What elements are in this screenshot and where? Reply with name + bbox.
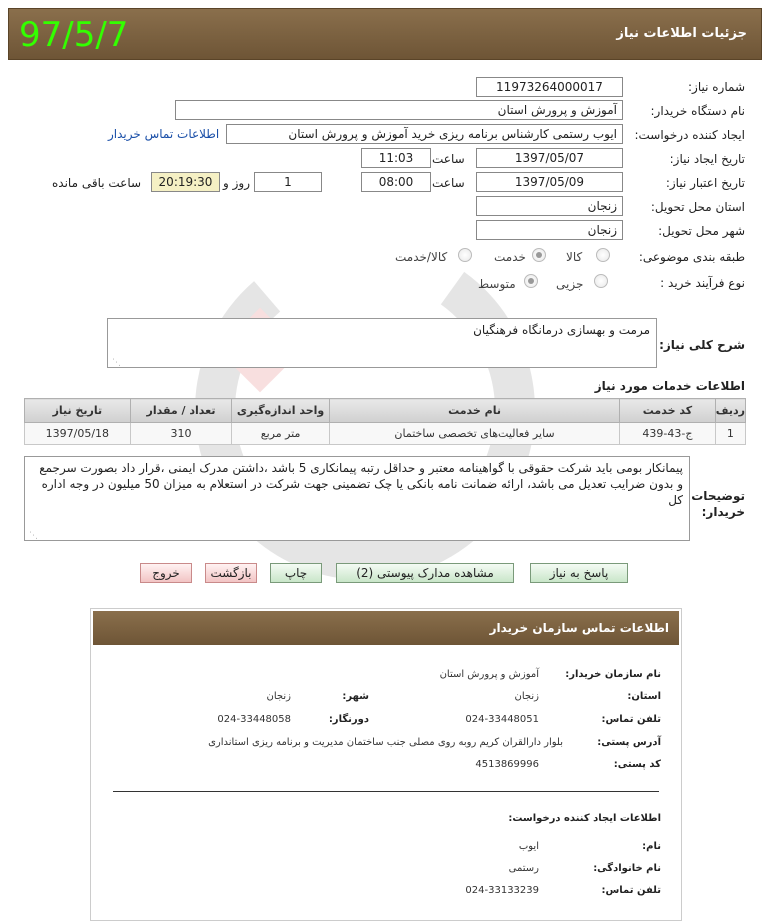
days-label: روز و [223,176,250,190]
resize-grip-icon: ⋰ [29,531,38,541]
page-header [8,8,762,60]
contact-city-label: شهر: [342,691,369,702]
category-service-label: خدمت [494,250,526,264]
buyer-notes-label-1: توضیحات [691,489,745,503]
page-title: جزئیات اطلاعات نیاز [616,26,747,41]
print-button[interactable]: چاپ [270,563,322,583]
deadline-time-field: 08:00 [361,172,431,192]
province-label: استان محل تحویل: [650,200,745,214]
created-date-field: 1397/05/07 [476,148,623,168]
remaining-time-label: ساعت باقی مانده [52,176,142,190]
category-service-radio[interactable] [532,248,546,262]
cell-unit: متر مربع [232,423,330,445]
exit-button[interactable]: خروج [140,563,192,583]
contact-panel-header [93,611,679,645]
creator-phone-value: 024-33133239 [465,885,539,896]
remaining-time-field: 20:19:30 [151,172,220,192]
category-goods-label: کالا [566,250,583,264]
deadline-label: تاریخ اعتبار نیاز: [665,176,745,190]
deadline-time-label: ساعت [432,176,465,190]
services-section-title: اطلاعات خدمات مورد نیاز [594,379,745,393]
cell-service-code: ج-43-439 [620,423,716,445]
category-both-radio[interactable] [458,248,472,262]
cell-service-name: سایر فعالیت‌های تخصصی ساختمان [329,423,619,445]
buyer-notes-text: پیمانکار بومی باید شرکت حقوقی با گواهینامه معتبر و حداقل رتبه پیمانکاری 5 باشد ،داشتن مدرک ایمنی ،قرار داد بصورت سرجمع و بدون ضرایب تعدیل می باشد، ارائه ضمانت نامه بانکی یا چک تضمینی جهت شرکت در استعلام به میزان 50 میلیون در وجه اداره کل [39,461,683,507]
need-number-field: 1197326400001‎7 [476,77,623,97]
city-field: زنجان [476,220,623,240]
creator-phone-label: تلفن تماس: [601,885,661,896]
col-unit: واحد اندازه‌گیری [232,399,330,423]
col-need-date: تاریخ نیاز [25,399,131,423]
process-medium-label: متوسط [478,277,516,291]
requester-label: ایجاد کننده درخواست: [634,128,745,142]
category-goods-radio[interactable] [596,248,610,262]
contact-org-label: نام سازمان خریدار: [565,669,661,680]
category-both-label: کالا/خدمت [395,250,448,264]
table-row [25,423,746,445]
contact-province-value: زنجان [514,691,539,702]
creator-section-title: اطلاعات ایجاد کننده درخواست: [508,813,661,824]
contact-phone-value: 024-33448051 [465,714,539,725]
buyer-org-field: آموزش و پرورش استان [175,100,623,120]
contact-city-value: زنجان [266,691,291,702]
back-button[interactable]: بازگشت [205,563,257,583]
col-quantity: تعداد / مقدار [130,399,231,423]
col-service-code: کد خدمت [620,399,716,423]
need-number-label: شماره نیاز: [688,80,745,94]
creator-name-label: نام: [642,841,661,852]
days-remaining-field: 1 [254,172,322,192]
col-service-name: نام خدمت [329,399,619,423]
reply-button[interactable]: پاسخ به نیاز [530,563,628,583]
summary-text: مرمت و بهسازی درمانگاه فرهنگیان [473,323,650,337]
buyer-notes-label-2: خریدار: [701,505,745,519]
date-stamp: 97/5/7 [19,15,129,55]
col-row-number: ردیف [715,399,745,423]
deadline-date-field: 1397/05/09 [476,172,623,192]
contact-fax-value: 024-33448058 [217,714,291,725]
contact-org-value: آموزش و پرورش استان [439,669,539,680]
creator-family-label: نام خانوادگی: [593,863,661,874]
resize-grip-icon: ⋰ [112,358,121,368]
buyer-contact-link[interactable]: اطلاعات تماس خریدار [108,127,220,141]
cell-quantity: 310 [130,423,231,445]
creator-family-value: رستمی [508,863,539,874]
divider [113,791,659,792]
contact-postal-value: 4513869996 [475,759,539,770]
cell-need-date: 1397/05/18 [25,423,131,445]
attachments-button[interactable]: مشاهده مدارک پیوستی (2) [336,563,514,583]
contact-postal-label: کد پستی: [613,759,661,770]
province-field: زنجان [476,196,623,216]
contact-fax-label: دورنگار: [328,714,369,725]
city-label: شهر محل تحویل: [658,224,745,238]
contact-address-value: بلوار دارالقران کریم روبه روی مصلی جنب ساختمان مدیریت و برنامه ریزی استانداری [208,737,563,748]
cell-row-number: 1 [715,423,745,445]
contact-panel [90,608,682,921]
summary-label: شرح کلی نیاز: [659,338,745,352]
contact-province-label: استان: [627,691,661,702]
process-minor-label: جزیی [556,277,584,291]
contact-phone-label: تلفن تماس: [601,714,661,725]
contact-panel-title: اطلاعات تماس سازمان خریدار [489,621,669,635]
buyer-notes-textarea [24,456,690,541]
created-time-label: ساعت [432,152,465,166]
creator-name-value: ایوب [518,841,539,852]
summary-textarea [107,318,657,368]
category-label: طبقه بندی موضوعی: [638,250,745,264]
process-label: نوع فرآیند خرید : [660,276,745,290]
created-date-label: تاریخ ایجاد نیاز: [669,152,745,166]
services-table [24,398,746,445]
created-time-field: 11:03 [361,148,431,168]
buyer-org-label: نام دستگاه خریدار: [650,104,745,118]
process-medium-radio[interactable] [524,274,538,288]
services-table-header [25,399,746,423]
contact-address-label: آدرس پستی: [597,737,661,748]
process-minor-radio[interactable] [594,274,608,288]
requester-field: ایوب رستمی کارشناس برنامه ریزی خرید آموزش و پرورش استان [226,124,623,144]
